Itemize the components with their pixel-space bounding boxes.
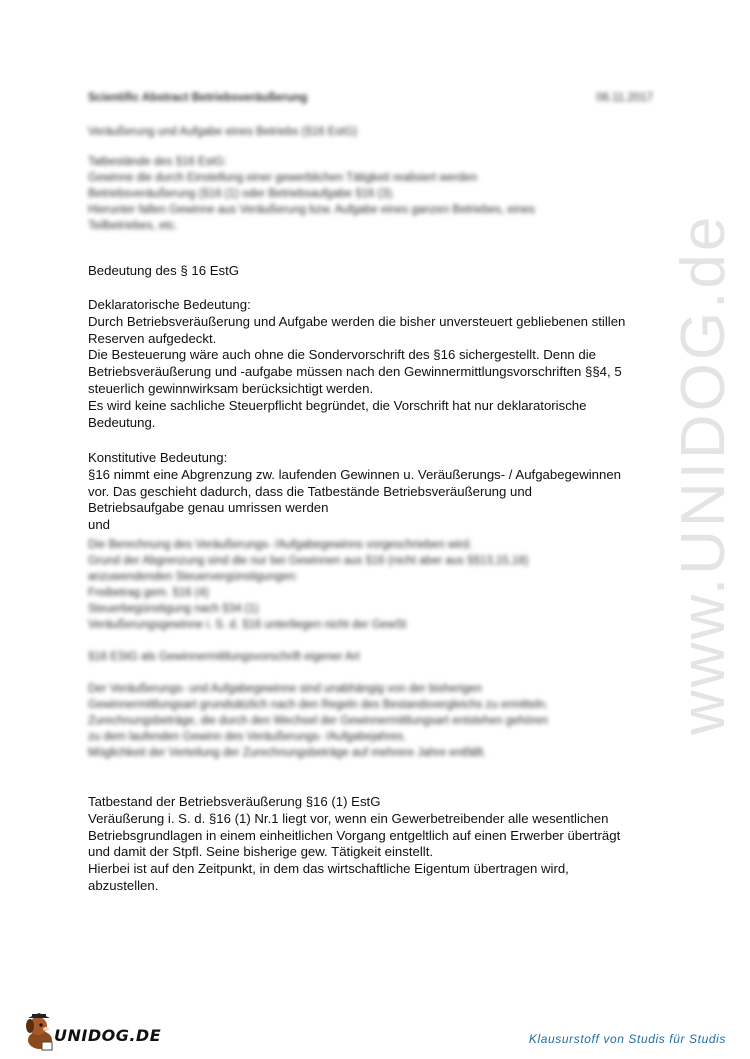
intro-line: Hierunter fallen Gewinne aus Veräußerung bzw. Aufgabe eines ganzen Betriebes, eines bbox=[88, 204, 535, 216]
footer-tagline: Klausurstoff von Studis für Studis bbox=[528, 1032, 726, 1046]
intro-line: Betriebsveräußerung (§16 (1) oder Betriebsaufgabe §16 (3). bbox=[88, 188, 395, 200]
paragraph-line: Betriebsveräußerung und -aufgabe müssen nach den Gewinnermittlungsvorschriften §§4, 5 bbox=[88, 364, 622, 380]
paragraph-line: steuerlich gewinnwirksam berücksichtigt werden. bbox=[88, 380, 374, 396]
intro-subtitle: Veräußerung und Aufgabe eines Betriebs (§16 EstG) bbox=[88, 126, 358, 138]
blurred-line: Der Veräußerungs- und Aufgabegewinne sind unabhängig von der bisherigen bbox=[88, 683, 482, 695]
paragraph-line: vor. Das geschieht dadurch, dass die Tatbestände Betriebsveräußerung und bbox=[88, 483, 533, 499]
konstitutiv-section bbox=[88, 450, 668, 534]
paragraph-line: Durch Betriebsveräußerung und Aufgabe werden die bisher unversteuert gebliebenen stillen bbox=[88, 313, 626, 329]
blurred-middle bbox=[88, 537, 668, 761]
document-title: Scientific Abstract Betriebsveräußerung bbox=[88, 92, 308, 104]
tatbestand-section bbox=[88, 794, 668, 895]
unidog-logo[interactable] bbox=[22, 1012, 162, 1054]
paragraph-line: Die Besteuerung wäre auch ohne die Sondervorschrift des §16 sichergestellt. Denn die bbox=[88, 347, 597, 363]
section-bedeutung bbox=[88, 263, 668, 280]
intro-line: Teilbetriebes, etc. bbox=[88, 220, 178, 232]
document-date: 06.11.2017 bbox=[596, 92, 653, 104]
paragraph-line: Veräußerung i. S. d. §16 (1) Nr.1 liegt vor, wenn ein Gewerbetreibender alle wesentlichen bbox=[88, 810, 609, 826]
blurred-line: Die Berechnung des Veräußerungs- /Aufgabegewinns vorgeschrieben wird. bbox=[88, 539, 473, 551]
paragraph-line: abzustellen. bbox=[88, 877, 159, 893]
section-heading: Bedeutung des § 16 EstG bbox=[88, 263, 240, 278]
document-header bbox=[88, 92, 653, 104]
blurred-line: Grund der Abgrenzung sind die nur bei Gewinnen aus §16 (nicht aber aus §§13,15,18) bbox=[88, 555, 529, 567]
deklaratorisch-section bbox=[88, 297, 668, 431]
paragraph-line: Betriebsgrundlagen in einem einheitlichen Vorgang entgeltlich auf einen Erwerber überträgt bbox=[88, 827, 621, 843]
dog-mascot-icon bbox=[22, 1012, 58, 1052]
blurred-line: anzuwendenden Steuervergünstigungen: bbox=[88, 571, 298, 583]
blurred-line: Veräußerungsgewinne i. S. d. §16 unterliegen nicht der GewSt bbox=[88, 619, 407, 631]
paragraph-line: Konstitutive Bedeutung: bbox=[88, 450, 228, 465]
paragraph-line: und bbox=[88, 517, 111, 533]
paragraph-line: Betriebsaufgabe genau umrissen werden bbox=[88, 500, 329, 516]
blurred-line: zu dem laufenden Gewinn des Veräußerungs- /Aufgabejahres. bbox=[88, 731, 407, 743]
blurred-line: Zurechnungsbeträge, die durch den Wechsel der Gewinnermittlungsart entstehen gehören bbox=[88, 715, 549, 727]
paragraph-line: und damit der Stpfl. Seine bisherige gew. Tätigkeit einstellt. bbox=[88, 844, 434, 860]
paragraph-line: Tatbestand der Betriebsveräußerung §16 (1) EstG bbox=[88, 794, 381, 809]
paragraph-line: §16 nimmt eine Abgrenzung zw. laufenden Gewinnen u. Veräußerungs- / Aufgabegewinnen bbox=[88, 466, 621, 482]
logo-text: UNIDOG.DE bbox=[54, 1026, 162, 1045]
paragraph-line: Bedeutung. bbox=[88, 414, 156, 430]
intro-line: Gewinne die durch Einstellung einer gewerblichen Tätigkeit realisiert werden bbox=[88, 172, 478, 184]
paragraph-line: Reserven aufgedeckt. bbox=[88, 330, 217, 346]
blurred-line: Steuerbegünstigung nach §34 (1) bbox=[88, 603, 259, 615]
blurred-line: Freibetrag gem. §16 (4) bbox=[88, 587, 209, 599]
paragraph-line: Deklaratorische Bedeutung: bbox=[88, 297, 251, 312]
intro-line: Tatbestände des §16 EstG: bbox=[88, 156, 227, 168]
blurred-line: Gewinnermittlungsart grundsätzlich nach den Regeln des Bestandsvergleichs zu ermitteln. bbox=[88, 699, 549, 711]
paragraph-line: Hierbei ist auf den Zeitpunkt, in dem das wirtschaftliche Eigentum übertragen wird, bbox=[88, 861, 569, 877]
watermark: www.UNIDOG.de bbox=[669, 213, 738, 735]
blurred-intro bbox=[88, 124, 668, 234]
paragraph-line: Es wird keine sachliche Steuerpflicht begründet, die Vorschrift hat nur deklaratorische bbox=[88, 397, 587, 413]
blurred-line: Möglichkeit der Verteilung der Zurechnungsbeträge auf mehrere Jahre entfällt. bbox=[88, 747, 487, 759]
blurred-heading: §16 EStG als Gewinnermittlungsvorschrift eigener Art bbox=[88, 651, 360, 663]
